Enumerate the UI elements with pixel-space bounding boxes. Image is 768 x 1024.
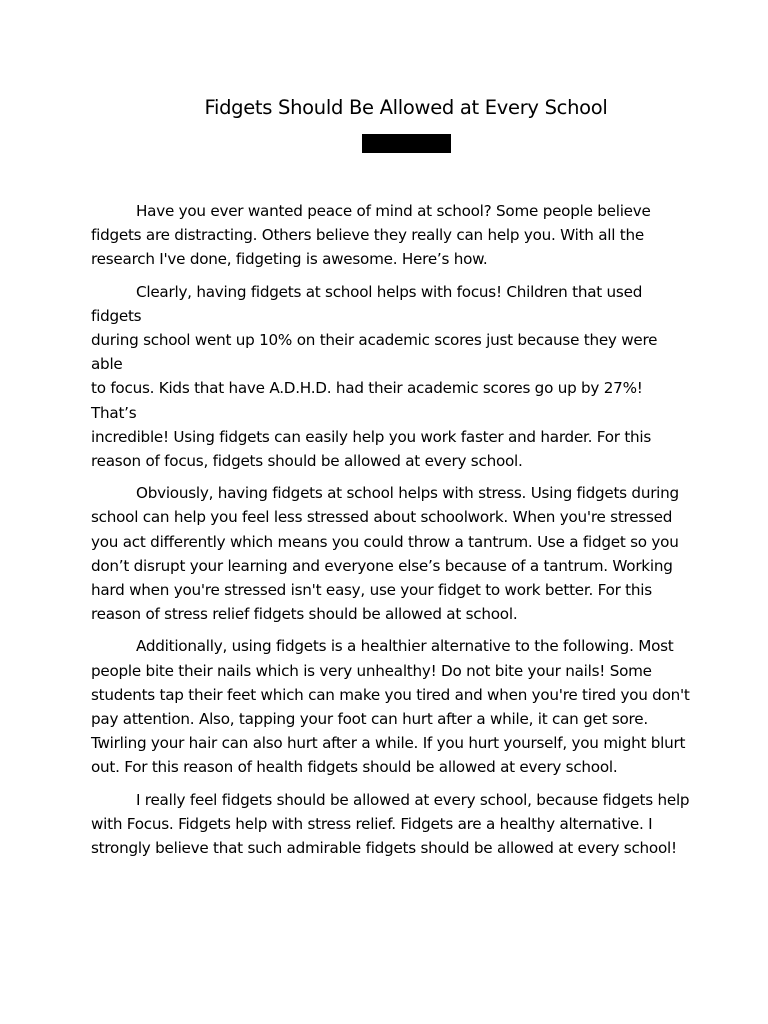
paragraph-health: Additionally, using fidgets is a healthier alternative to the following. Most people bite their nails which is very unhealthy! Do not bite your nails! Some students tap their feet which can make you tired and when you're tired you don't pay attention. Also, tapping your foot can hurt after a while, it can get sore. Twirling your hair can also hurt after a while. If you hurt yourself, you might blurt out. For this reason of health fidgets should be allowed at every school. xyxy=(91,637,690,777)
paragraph-conclusion: I really feel fidgets should be allowed at every school, because fidgets help with Focus. Fidgets help with stress relief. Fidgets are a healthy alternative. I strongly believe that such admirable fidgets should be allowed at every school! xyxy=(91,790,690,858)
paragraph-introduction: Have you ever wanted peace of mind at school? Some people believe fidgets are distracting. Others believe they really can help you. With all the research I've done, fidgeting is awesome. Here’s how. xyxy=(91,202,651,269)
paragraph-focus: Clearly, having fidgets at school helps with focus! Children that used fidgets during school went up 10% on their academic scores just because they were able to focus. Kids that have A.D.H.D. had their academic scores go up by 27%! That’s incredible! Using fidgets can easily help you work faster and harder. For this reason of focus, fidgets should be allowed at every school. xyxy=(91,282,658,471)
redacted-author-name xyxy=(362,134,451,153)
paragraph-stress: Obviously, having fidgets at school helps with stress. Using fidgets during school can help you feel less stressed about schoolwork. When you're stressed you act differently which means you could throw a tantrum. Use a fidget so you don’t disrupt your learning and everyone else’s because of a tantrum. Working hard when you're stressed isn't easy, use your fidget to work better. For this reason of stress relief fidgets should be allowed at school. xyxy=(91,484,679,624)
document-body xyxy=(91,199,691,868)
document-title: Fidgets Should Be Allowed at Every School xyxy=(204,96,608,119)
